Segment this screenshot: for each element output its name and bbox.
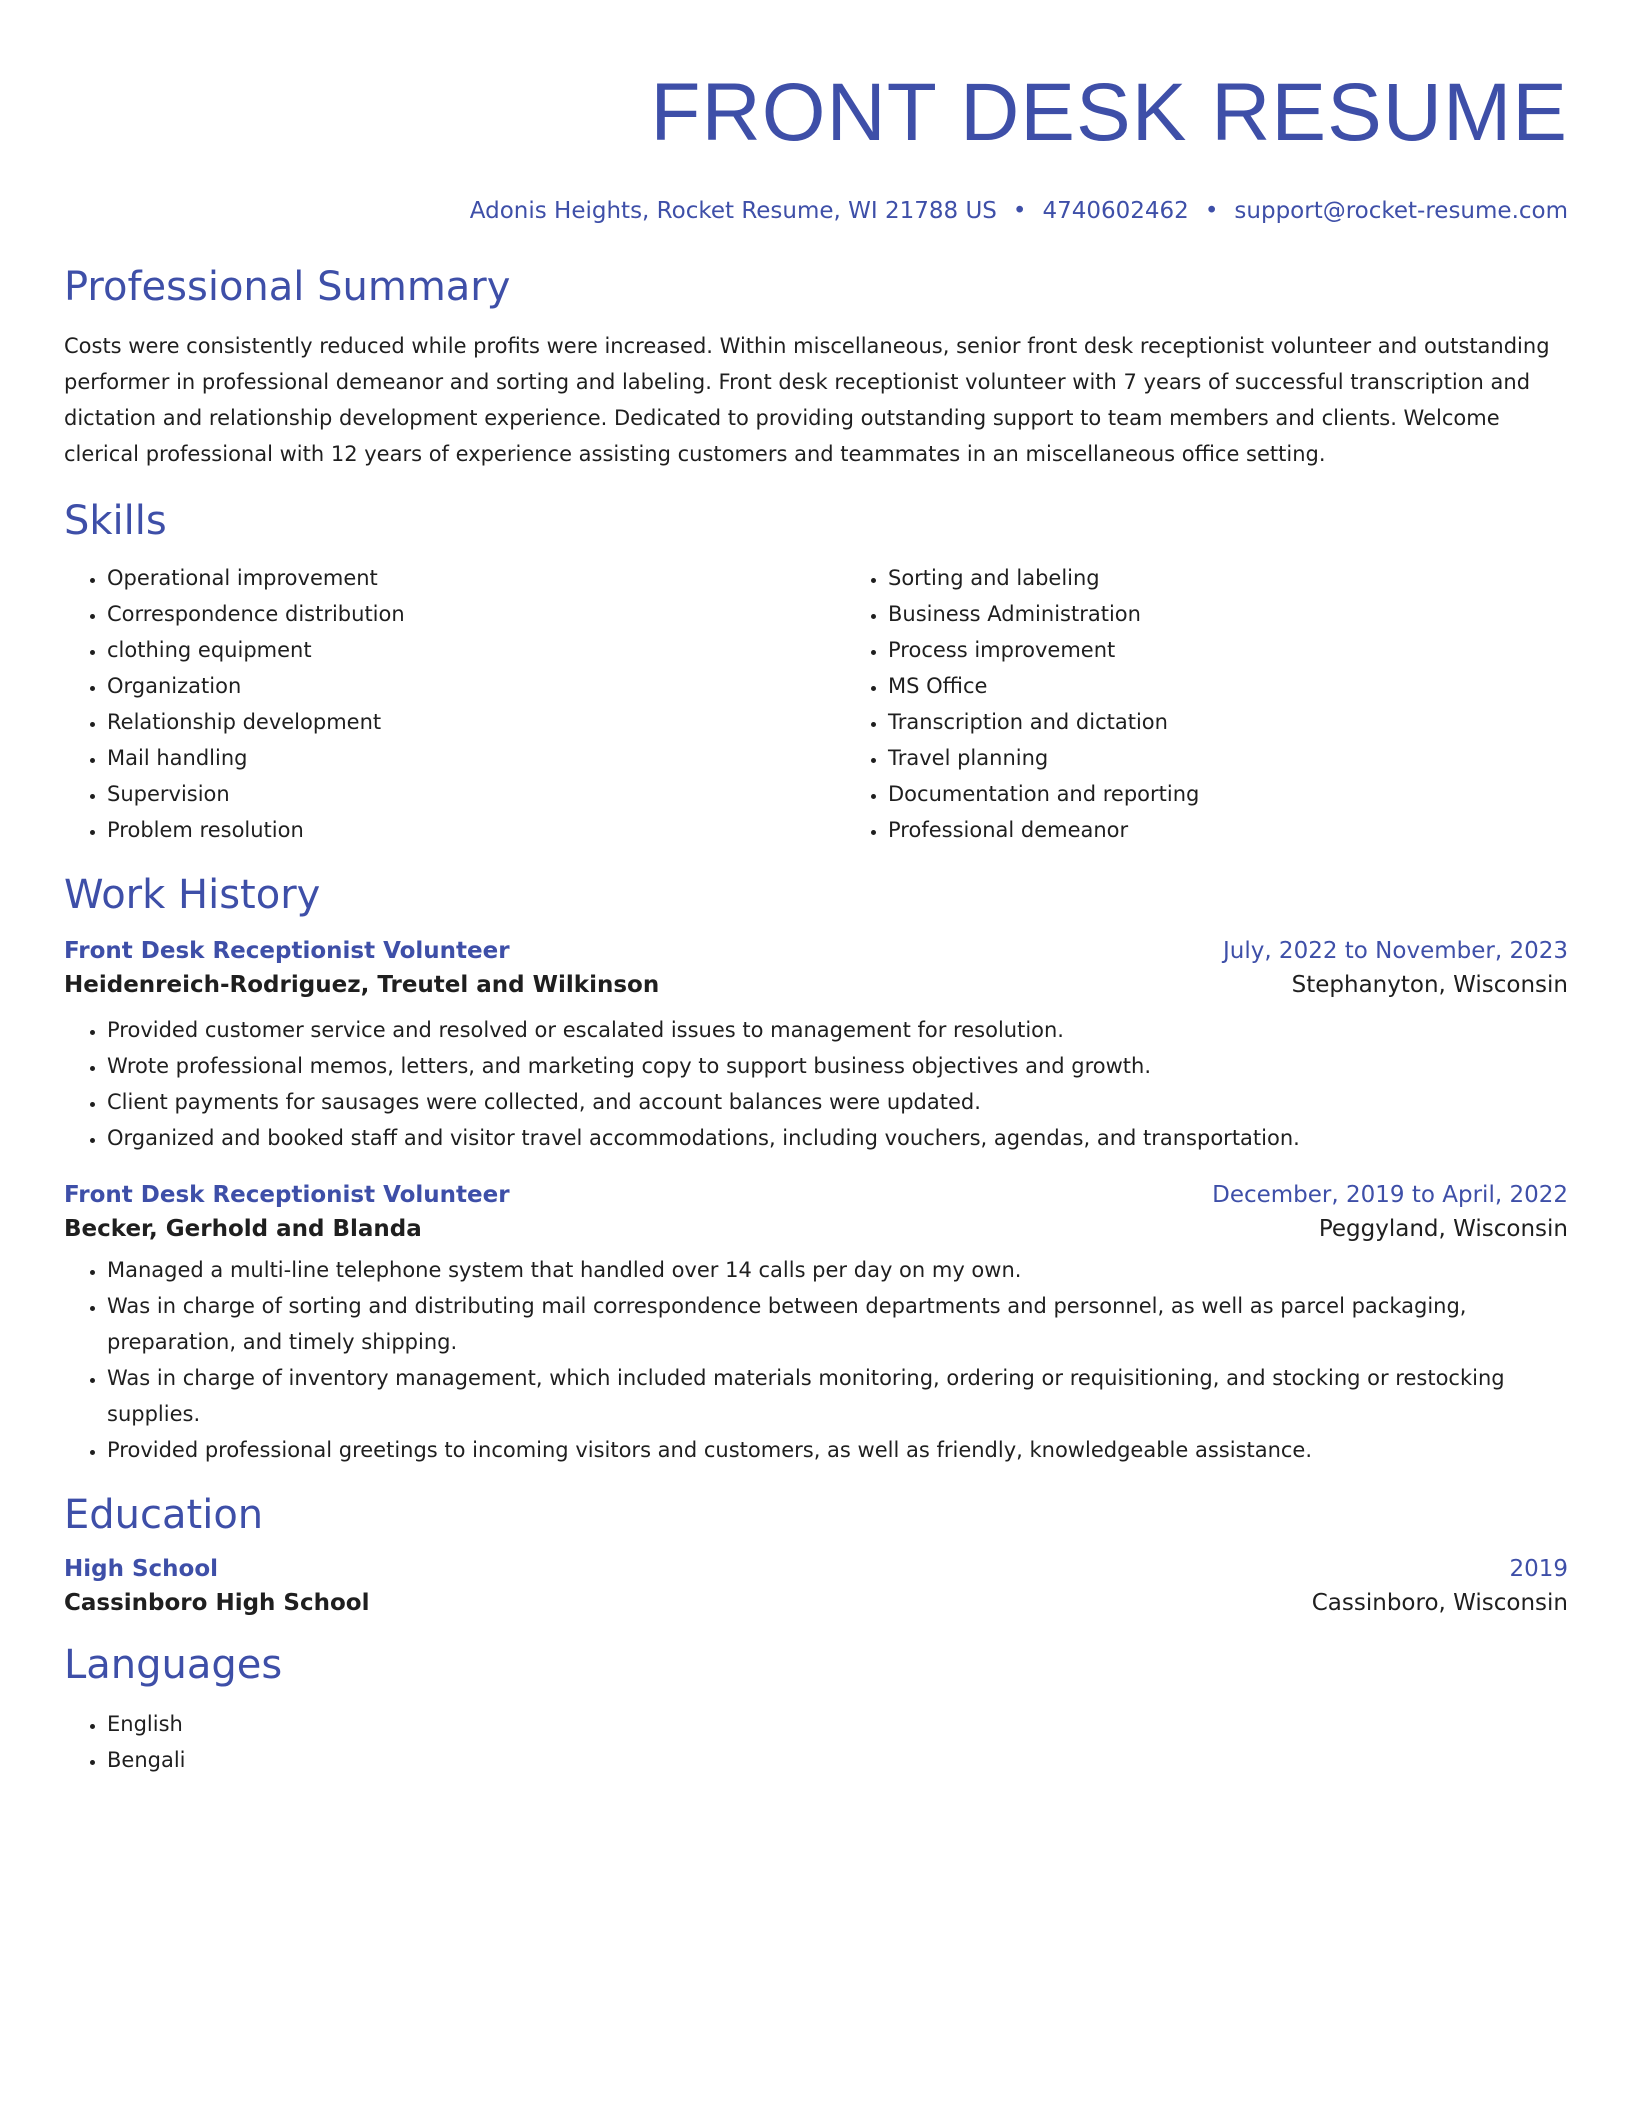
skill-item: • Process improvement <box>888 632 1626 668</box>
job-bullets <box>64 1012 1568 1156</box>
job-bullet: • Provided customer service and resolved or escalated issues to management for resolution. <box>107 1012 1568 1048</box>
section-heading-summary: Professional Summary <box>64 264 511 310</box>
job-subheader <box>64 972 1568 998</box>
contact-address: Adonis Heights, Rocket Resume, WI 21788 US <box>469 198 997 224</box>
education-location: Cassinboro, Wisconsin <box>1311 1590 1568 1616</box>
section-heading-education: Education <box>64 1492 264 1538</box>
job-company: Becker, Gerhold and Blanda <box>64 1216 422 1242</box>
skill-item: • clothing equipment <box>107 632 845 668</box>
education-entry <box>64 1556 1568 1616</box>
skill-item: • Travel planning <box>888 740 1626 776</box>
skill-item: • Relationship development <box>107 704 845 740</box>
job-bullets <box>64 1252 1568 1468</box>
skill-item: • Professional demeanor <box>888 812 1626 848</box>
job-location: Stephanyton, Wisconsin <box>1291 972 1568 998</box>
contact-email: support@rocket-resume.com <box>1234 198 1568 224</box>
contact-separator: • <box>1204 198 1219 224</box>
section-heading-skills: Skills <box>64 498 167 544</box>
job-bullet: • Provided professional greetings to incoming visitors and customers, as well as friendly, knowledgeable assistance. <box>107 1432 1568 1468</box>
job-dates: December, 2019 to April, 2022 <box>1212 1182 1568 1208</box>
job-bullet: • Was in charge of inventory management, which included materials monitoring, ordering or requisitioning, and stocking or restocking supplies. <box>107 1360 1568 1432</box>
skills-columns <box>64 560 1568 848</box>
job-entry <box>64 1182 1568 1468</box>
language-item: • Bengali <box>107 1742 1568 1778</box>
summary-text: Costs were consistently reduced while profits were increased. Within miscellaneous, senior front desk receptionist volunteer and outstanding performer in professional demeanor and sorting and labeling. Front desk receptionist volunteer with 7 years of successful transcription and dictation and relationship development experience. Dedicated to providing outstanding support to team members and clients. Welcome clerical professional with 12 years of experience assisting customers and teammates in an miscellaneous office setting. <box>64 334 1550 466</box>
skill-item: • Sorting and labeling <box>888 560 1626 596</box>
job-location: Peggyland, Wisconsin <box>1318 1216 1568 1242</box>
job-bullet: • Organized and booked staff and visitor travel accommodations, including vouchers, agendas, and transportation. <box>107 1120 1568 1156</box>
job-header <box>64 1182 1568 1208</box>
section-heading-work-history: Work History <box>64 872 321 918</box>
resume-title: FRONT DESK RESUME <box>650 67 1568 158</box>
job-bullet: • Client payments for sausages were collected, and account balances were updated. <box>107 1084 1568 1120</box>
skills-list-right <box>845 560 1626 848</box>
job-bullet: • Was in charge of sorting and distributing mail correspondence between departments and personnel, as well as parcel packaging, preparation, and timely shipping. <box>107 1288 1568 1360</box>
job-title: Front Desk Receptionist Volunteer <box>64 1182 510 1208</box>
education-header <box>64 1556 1568 1582</box>
education-subheader <box>64 1590 1568 1616</box>
job-bullet: • Managed a multi-line telephone system that handled over 14 calls per day on my own. <box>107 1252 1568 1288</box>
job-company: Heidenreich-Rodriguez, Treutel and Wilkinson <box>64 972 660 998</box>
skill-item: • Organization <box>107 668 845 704</box>
education-year: 2019 <box>1509 1556 1568 1582</box>
skill-item: • MS Office <box>888 668 1626 704</box>
job-dates: July, 2022 to November, 2023 <box>1222 938 1568 964</box>
skill-item: • Transcription and dictation <box>888 704 1626 740</box>
contact-phone: 4740602462 <box>1042 198 1189 224</box>
job-header <box>64 938 1568 964</box>
language-item: • English <box>107 1706 1568 1742</box>
contact-separator: • <box>1012 198 1027 224</box>
education-degree: High School <box>64 1556 219 1582</box>
section-heading-languages: Languages <box>64 1642 283 1688</box>
skills-list-left <box>64 560 845 848</box>
skill-item: • Mail handling <box>107 740 845 776</box>
education-school: Cassinboro High School <box>64 1590 370 1616</box>
skill-item: • Operational improvement <box>107 560 845 596</box>
skill-item: • Business Administration <box>888 596 1626 632</box>
skill-item: • Supervision <box>107 776 845 812</box>
job-title: Front Desk Receptionist Volunteer <box>64 938 510 964</box>
job-subheader <box>64 1216 1568 1242</box>
languages-list <box>64 1706 1568 1778</box>
skill-item: • Problem resolution <box>107 812 845 848</box>
skill-item: • Documentation and reporting <box>888 776 1626 812</box>
job-bullet: • Wrote professional memos, letters, and marketing copy to support business objectives and growth. <box>107 1048 1568 1084</box>
skill-item: • Correspondence distribution <box>107 596 845 632</box>
job-entry <box>64 938 1568 1156</box>
contact-line <box>64 196 1568 226</box>
